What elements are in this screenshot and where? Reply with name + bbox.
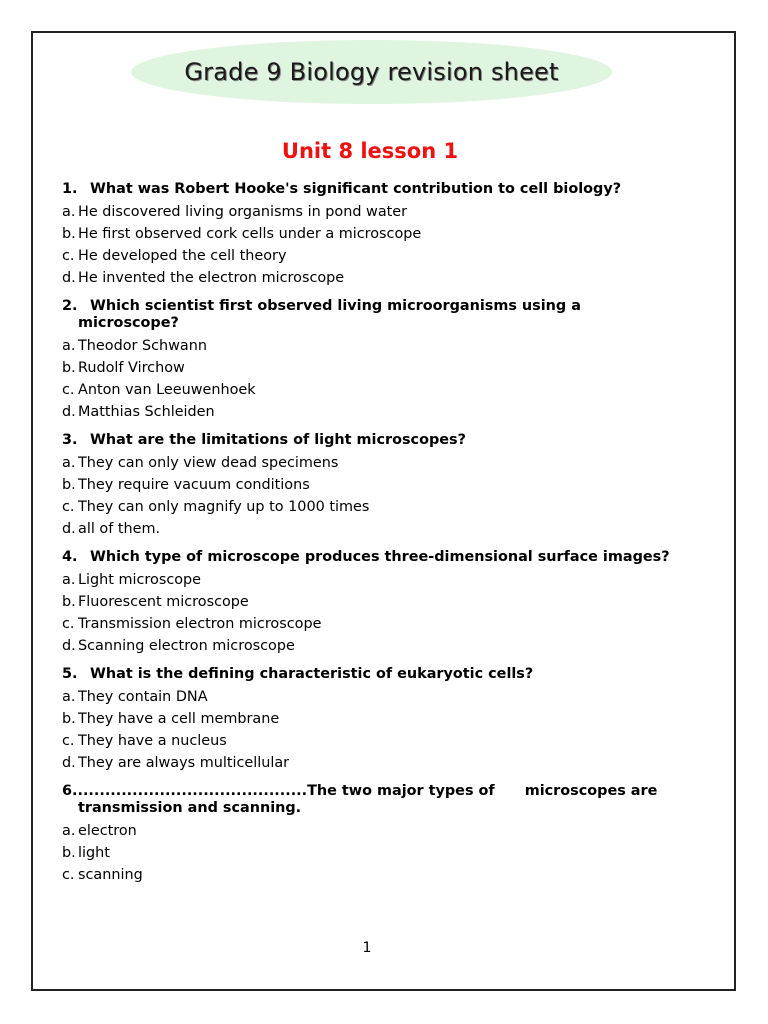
option-letter: a. xyxy=(62,455,76,471)
option-text: He invented the electron microscope xyxy=(78,270,345,286)
option-text: all of them. xyxy=(78,521,161,537)
answer-option xyxy=(62,864,682,886)
option-letter: b. xyxy=(62,226,76,242)
page-number: 1 xyxy=(362,940,372,956)
option-letter: d. xyxy=(62,404,76,420)
question-1 xyxy=(62,181,682,289)
question-text xyxy=(62,783,682,817)
question-2 xyxy=(62,298,682,423)
option-text: scanning xyxy=(78,867,143,883)
question-number: 2. xyxy=(62,298,78,314)
answer-option xyxy=(62,474,682,496)
option-letter: c. xyxy=(62,248,75,264)
option-text: They contain DNA xyxy=(78,689,208,705)
answer-option xyxy=(62,245,682,267)
question-number: 5. xyxy=(62,666,78,682)
option-letter: a. xyxy=(62,823,76,839)
question-number: 3. xyxy=(62,432,78,448)
question-prompt: ..........................................The two major types of microscopes are transmission and scanning. xyxy=(77,783,663,816)
option-letter: b. xyxy=(62,477,76,493)
option-text: light xyxy=(78,845,110,861)
answer-option xyxy=(62,201,682,223)
question-6 xyxy=(62,783,682,886)
option-text: They are always multicellular xyxy=(78,755,290,771)
answer-option xyxy=(62,842,682,864)
question-text xyxy=(62,666,682,683)
option-text: electron xyxy=(78,823,137,839)
option-text: Theodor Schwann xyxy=(78,338,207,354)
answer-option xyxy=(62,223,682,245)
question-number: 4. xyxy=(62,549,78,565)
question-3 xyxy=(62,432,682,540)
answer-option xyxy=(62,635,682,657)
question-4 xyxy=(62,549,682,657)
option-text: He first observed cork cells under a microscope xyxy=(78,226,422,242)
question-prompt: What is the defining characteristic of eukaryotic cells? xyxy=(90,666,534,682)
option-letter: c. xyxy=(62,733,75,749)
option-text: Scanning electron microscope xyxy=(78,638,295,654)
answer-option xyxy=(62,335,682,357)
option-text: Transmission electron microscope xyxy=(78,616,322,632)
question-text xyxy=(62,432,682,449)
option-letter: c. xyxy=(62,499,75,515)
option-letter: b. xyxy=(62,845,76,861)
answer-option xyxy=(62,708,682,730)
option-letter: c. xyxy=(62,616,75,632)
option-text: Light microscope xyxy=(78,572,202,588)
option-letter: a. xyxy=(62,204,76,220)
option-letter: c. xyxy=(62,867,75,883)
question-prompt: Which type of microscope produces three-dimensional surface images? xyxy=(90,549,670,565)
option-text: He discovered living organisms in pond water xyxy=(78,204,408,220)
question-list xyxy=(62,181,682,895)
option-letter: d. xyxy=(62,521,76,537)
answer-option xyxy=(62,379,682,401)
question-5 xyxy=(62,666,682,774)
question-number: 6. xyxy=(62,783,78,799)
question-prompt: What was Robert Hooke's significant contribution to cell biology? xyxy=(90,181,622,197)
option-text: They can only view dead specimens xyxy=(78,455,339,471)
option-text: Rudolf Virchow xyxy=(78,360,185,376)
answer-option xyxy=(62,357,682,379)
option-text: He developed the cell theory xyxy=(78,248,287,264)
option-text: They can only magnify up to 1000 times xyxy=(78,499,370,515)
answer-option xyxy=(62,752,682,774)
question-text xyxy=(62,298,682,332)
answer-option xyxy=(62,591,682,613)
option-letter: d. xyxy=(62,270,76,286)
option-letter: d. xyxy=(62,755,76,771)
option-letter: d. xyxy=(62,638,76,654)
page-title: Grade 9 Biology revision sheet xyxy=(184,58,559,86)
unit-heading: Unit 8 lesson 1 xyxy=(281,139,459,163)
question-prompt: Which scientist first observed living microorganisms using a microscope? xyxy=(78,298,581,331)
option-letter: c. xyxy=(62,382,75,398)
question-number: 1. xyxy=(62,181,78,197)
title-banner xyxy=(131,40,612,104)
option-letter: b. xyxy=(62,360,76,376)
option-letter: b. xyxy=(62,594,76,610)
answer-option xyxy=(62,401,682,423)
answer-option xyxy=(62,518,682,540)
answer-option xyxy=(62,496,682,518)
option-letter: a. xyxy=(62,338,76,354)
option-letter: b. xyxy=(62,711,76,727)
option-letter: a. xyxy=(62,572,76,588)
answer-option xyxy=(62,267,682,289)
answer-option xyxy=(62,452,682,474)
question-text xyxy=(62,549,682,566)
question-prompt: What are the limitations of light microscopes? xyxy=(90,432,466,448)
option-text: They have a cell membrane xyxy=(78,711,280,727)
option-text: Anton van Leeuwenhoek xyxy=(78,382,256,398)
answer-option xyxy=(62,569,682,591)
option-text: Fluorescent microscope xyxy=(78,594,249,610)
option-text: They have a nucleus xyxy=(78,733,227,749)
question-text xyxy=(62,181,682,198)
answer-option xyxy=(62,613,682,635)
answer-option xyxy=(62,686,682,708)
option-text: Matthias Schleiden xyxy=(78,404,215,420)
answer-option xyxy=(62,820,682,842)
answer-option xyxy=(62,730,682,752)
option-letter: a. xyxy=(62,689,76,705)
option-text: They require vacuum conditions xyxy=(78,477,310,493)
